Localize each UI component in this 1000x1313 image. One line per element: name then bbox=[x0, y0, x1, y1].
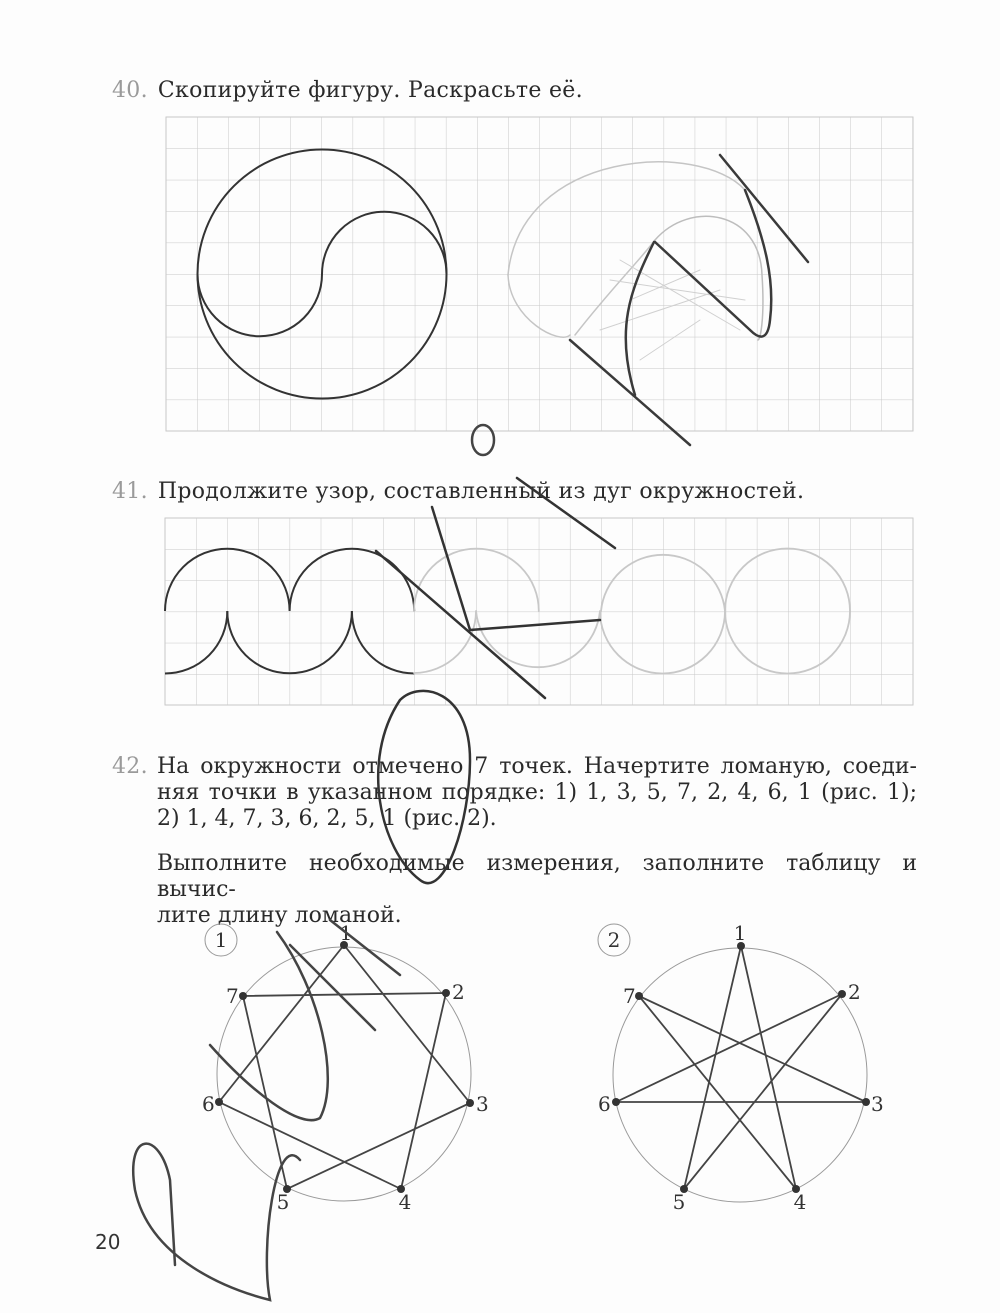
task-42-instruction-line-2: лите длину ломаной. bbox=[157, 903, 402, 928]
task-41-figure bbox=[165, 478, 913, 883]
figure-1-point-1: 1 bbox=[339, 921, 353, 945]
figure-2-label: 2 bbox=[607, 928, 621, 952]
figure-2-point-4: 4 bbox=[793, 1190, 807, 1214]
figure-1-point-3: 3 bbox=[476, 1092, 489, 1116]
figure-2-point-3: 3 bbox=[871, 1092, 884, 1116]
task-42-number: 42. bbox=[112, 754, 148, 779]
figure-2-point-2: 2 bbox=[848, 980, 861, 1004]
task-40-number: 40. bbox=[112, 78, 148, 103]
figure-2-points bbox=[612, 942, 870, 1193]
figure-1-point-2: 2 bbox=[452, 980, 465, 1004]
figure-1-points bbox=[215, 941, 474, 1193]
figure-1-point-labels bbox=[202, 921, 489, 1214]
task-42-line-2: няя точки в указанном порядке: 1) 1, 3, 5, 7, 2, 4, 6, 1 (рис. 1); bbox=[157, 780, 917, 805]
task-40-figure bbox=[166, 117, 913, 455]
task-42-line-1: На окружности отмечено 7 точек. Начертите ломаную, соеди- bbox=[157, 754, 917, 779]
page-number: 20 bbox=[95, 1230, 121, 1254]
figure-2-point-7: 7 bbox=[623, 984, 636, 1008]
task-41-number: 41. bbox=[112, 479, 148, 504]
figure-2-point-1: 1 bbox=[733, 921, 747, 945]
figure-2-point-labels bbox=[598, 921, 884, 1214]
task-42-figure-1 bbox=[133, 920, 489, 1300]
figure-1-point-4: 4 bbox=[398, 1190, 412, 1214]
pencil-scribbles-42 bbox=[133, 920, 400, 1300]
task-41-text: Продолжите узор, составленный из дуг окружностей. bbox=[157, 479, 805, 504]
figure-2-point-5: 5 bbox=[672, 1190, 686, 1214]
task-42-line-3: 2) 1, 4, 7, 3, 6, 2, 5, 1 (рис. 2). bbox=[157, 806, 497, 831]
task-42-instruction-line-1: Выполните необходимые измерения, заполните таблицу и вычис- bbox=[157, 851, 917, 902]
task-40-text: Скопируйте фигуру. Раскрасьте её. bbox=[157, 78, 583, 103]
figure-1-point-6: 6 bbox=[202, 1092, 215, 1116]
task-40-grid bbox=[166, 117, 913, 431]
figure-1-point-7: 7 bbox=[226, 984, 239, 1008]
figure-1-point-5: 5 bbox=[276, 1190, 290, 1214]
task-42-figure-2 bbox=[598, 921, 884, 1214]
figure-2-point-6: 6 bbox=[598, 1092, 611, 1116]
figure-2-circle bbox=[613, 948, 867, 1202]
figure-1-label: 1 bbox=[214, 928, 228, 952]
